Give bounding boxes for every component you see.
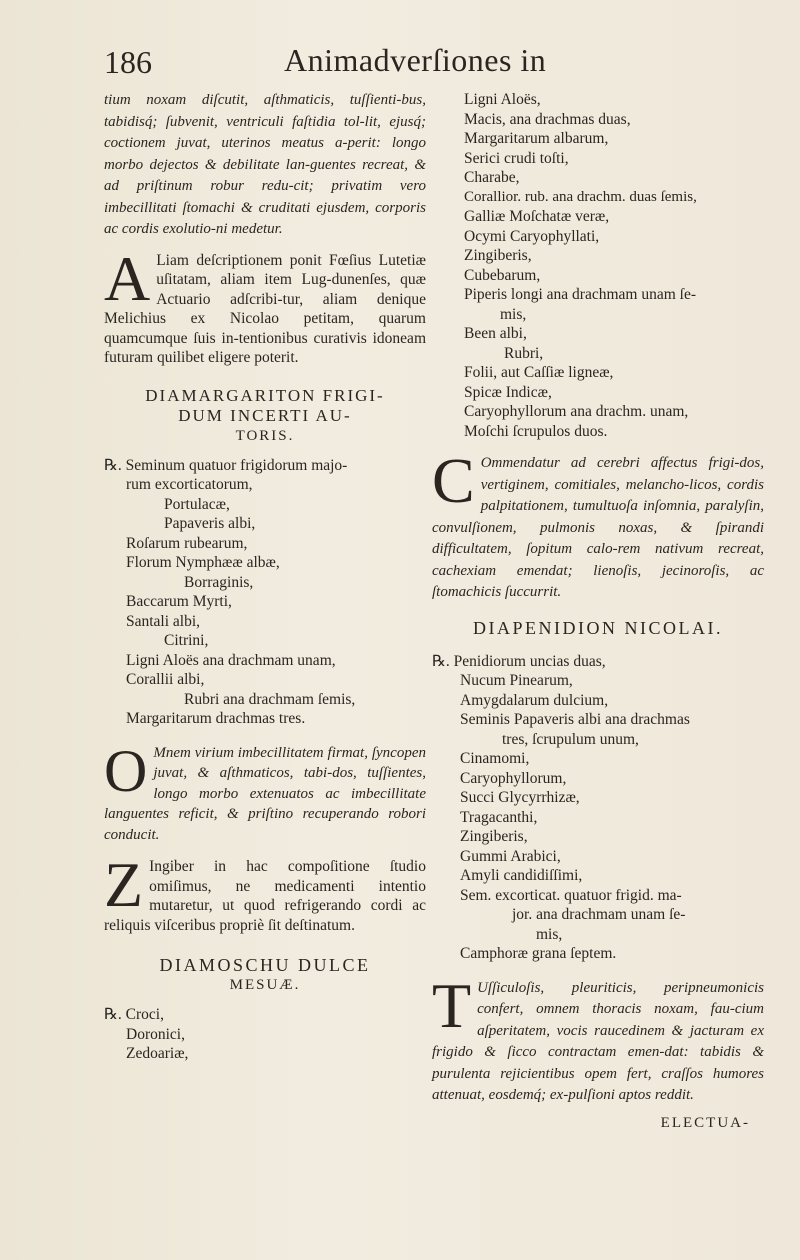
recipe-line: Ligni Aloës, bbox=[464, 91, 541, 108]
recipe-line: Papaveris albi, bbox=[164, 515, 256, 532]
recipe-line: Doronici, bbox=[126, 1025, 185, 1043]
drop-cap-O: O bbox=[104, 737, 148, 804]
section-heading-diamargariton bbox=[104, 386, 426, 446]
paragraph-tussiculosis bbox=[432, 969, 764, 1107]
recipe-line: rum excorticatorum, bbox=[126, 476, 253, 493]
recipe-line: Margaritarum drachmas tres. bbox=[126, 710, 306, 727]
paragraph-alia-text: Liam deſcriptionem ponit Fœſius Lutetiæ uſitatam, aliam item Lug-dunenſes, quæ Actuario adſcribi-tur, aliam denique Melichius ex Nicolao petitam, quarum quamcumque ſuis in-tentionibus curativis idoneam futuram quilibet eligere poterit. bbox=[104, 251, 426, 366]
recipe-line: Caryophyllorum ana drachm. unam, bbox=[464, 403, 689, 420]
recipe-line: Ocymi Caryophyllati, bbox=[464, 227, 600, 245]
paragraph-zingiber-text: Ingiber in hac compoſitione ſtudio omiſimus, ne medicamenti intentio mutaretur, ut quod refrigerando cordi ac reliquis viſceribus propriè ſit deſtinatum. bbox=[104, 858, 426, 934]
recipe-line: Citrini, bbox=[164, 632, 209, 649]
catchword: ELECTUA- bbox=[660, 1114, 750, 1131]
heading-line: DIAMARGARITON FRIGI- bbox=[145, 385, 385, 405]
page-header bbox=[0, 40, 800, 90]
recipe-line: Florum Nymphææ albæ, bbox=[126, 554, 280, 571]
recipe-line: Ligni Aloës ana drachmam unam, bbox=[126, 651, 336, 669]
left-column bbox=[104, 90, 426, 1064]
recipe-line: Succi Glycyrrhizæ, bbox=[460, 789, 580, 806]
recipe-line: Zedoariæ, bbox=[126, 1045, 189, 1062]
recipe-line: mis, bbox=[536, 925, 563, 943]
recipe-line: Amyli candidiſſimi, bbox=[460, 867, 583, 884]
drop-cap-C: C bbox=[432, 445, 475, 516]
recipe-line: Margaritarum albarum, bbox=[464, 130, 609, 147]
right-column bbox=[432, 90, 764, 1133]
recipe-diamoschu-continued bbox=[432, 90, 764, 441]
recipe-line: tres, ſcrupulum unum, bbox=[502, 730, 639, 748]
heading-line: DIAMOSCHU DULCE bbox=[159, 955, 371, 975]
recipe-line: Corallii albi, bbox=[126, 671, 205, 688]
paragraph-tussiculosis-text: Uſſiculoſis, pleuriticis, peripneumonicis confert, omnem thoracis noxam, fau-cium aſperitatem, vocis raucedinem & jacturam ex frigido & ſicco contractam emen-dat: tabidis & purulenta rejicientibus opem fert, craſſos humores attenuat, eosdemq́; ex-pulſioni aptos reddit. bbox=[432, 979, 764, 1103]
recipe-line: Caryophyllorum, bbox=[460, 769, 567, 787]
continued-paragraph: tium noxam diſcutit, aſthmaticis, tuſſienti-bus, tabidisq́; ſubvenit, ventriculi faſtidia tol-lit, ejusq́; coctionem juvat, uterinos meatus a-perit: longo morbo dejectos & debilitate lan-guentes recreat, & ad priſtinum robur redu-cit; privatim vero imbecillitati ſtomachi & cruditati ejusdem, corporis ac cordis exolutio-ni medetur. bbox=[104, 92, 426, 237]
recipe-line: ℞. Seminum quatuor frigidorum majo- bbox=[104, 456, 348, 474]
section-heading-diamoschu bbox=[104, 955, 426, 995]
recipe-line: Folii, aut Caſſiæ ligneæ, bbox=[464, 364, 614, 381]
section-heading-diapenidion bbox=[432, 618, 764, 638]
paragraph-commendatur bbox=[432, 445, 764, 604]
drop-cap-A: A bbox=[104, 242, 151, 314]
recipe-line: Piperis longi ana drachmam unam ſe- bbox=[464, 286, 697, 303]
paragraph-commendatur-text: Ommendatur ad cerebri affectus frigi-dos, vertiginem, comitiales, melancho-licos, cordis palpitationem, tumultuoſa inſomnia, paralyſin, convulſionem, pulmonis noxas, & ſpirandi difficultatem, ſopitum calo-rem nativum recreat, cachexiam emendat; lienoſis, jecinoroſis, ac ſtomachicis ſuccurrit. bbox=[432, 455, 764, 600]
heading-line: MESUÆ. bbox=[229, 977, 301, 993]
paragraph-alia bbox=[104, 242, 426, 368]
recipe-line: Rubri ana drachmam ſemis, bbox=[184, 690, 356, 708]
paragraph-omnem bbox=[104, 737, 426, 846]
recipe-line: Spicæ Indicæ, bbox=[464, 383, 552, 401]
heading-line: DUM INCERTI AU- bbox=[178, 405, 352, 425]
recipe-line: Santali albi, bbox=[126, 612, 201, 630]
paragraph-zingiber bbox=[104, 849, 426, 935]
recipe-line: Charabe, bbox=[464, 169, 520, 186]
recipe-line: Rubri, bbox=[504, 344, 544, 362]
heading-line: TORIS. bbox=[235, 427, 295, 444]
recipe-line: Cubebarum, bbox=[464, 266, 541, 284]
recipe-line: Been albi, bbox=[464, 325, 527, 342]
recipe-line: Sem. excorticat. quatuor frigid. ma- bbox=[460, 886, 682, 904]
running-title: Animadverſiones in bbox=[284, 42, 547, 78]
recipe-line: Zingiberis, bbox=[464, 247, 532, 264]
recipe-line: Nucum Pinearum, bbox=[460, 672, 573, 689]
recipe-line: Seminis Papaveris albi ana drachmas bbox=[460, 711, 690, 728]
recipe-line: Moſchi ſcrupulos duos. bbox=[464, 422, 608, 440]
recipe-line: Portulacæ, bbox=[164, 495, 230, 513]
drop-cap-Z: Z bbox=[104, 849, 144, 920]
recipe-line: Borraginis, bbox=[184, 573, 254, 591]
recipe-line: Roſarum rubearum, bbox=[126, 534, 248, 552]
recipe-line: Cinamomi, bbox=[460, 750, 530, 767]
recipe-diamoschu bbox=[104, 1005, 426, 1064]
recipe-diamargariton bbox=[104, 456, 426, 729]
drop-cap-T: T bbox=[432, 969, 472, 1041]
recipe-line: mis, bbox=[500, 305, 527, 323]
recipe-line: Tragacanthi, bbox=[460, 808, 538, 826]
recipe-line: Amygdalarum dulcium, bbox=[460, 691, 609, 709]
recipe-line: Zingiberis, bbox=[460, 828, 528, 845]
recipe-line: Serici crudi toſti, bbox=[464, 149, 569, 167]
paragraph-omnem-text: Mnem virium imbecillitatem firmat, ſyncopen juvat, & aſthmaticos, tabi-dos, tuſſientes, longo morbo extenuatos ac imbecillitate languentes reficit, & priſtino recuperando robori conducit. bbox=[104, 744, 426, 843]
heading-line: DIAPENIDION NICOLAI. bbox=[473, 617, 723, 638]
recipe-line: Macis, ana drachmas duas, bbox=[464, 110, 631, 128]
recipe-line: ℞. Croci, bbox=[104, 1006, 164, 1023]
recipe-diapenidion bbox=[432, 652, 764, 964]
recipe-line: Corallior. rub. ana drachm. duas ſemis, bbox=[464, 188, 697, 205]
recipe-line: ℞. Penidiorum uncias duas, bbox=[432, 652, 606, 670]
recipe-line: Baccarum Myrti, bbox=[126, 593, 232, 610]
recipe-line: Gummi Arabici, bbox=[460, 847, 561, 865]
recipe-line: Camphoræ grana ſeptem. bbox=[460, 945, 617, 962]
recipe-line: Galliæ Moſchatæ veræ, bbox=[464, 208, 610, 225]
page-number: 186 bbox=[104, 44, 152, 80]
recipe-line: jor. ana drachmam unam ſe- bbox=[512, 906, 686, 923]
